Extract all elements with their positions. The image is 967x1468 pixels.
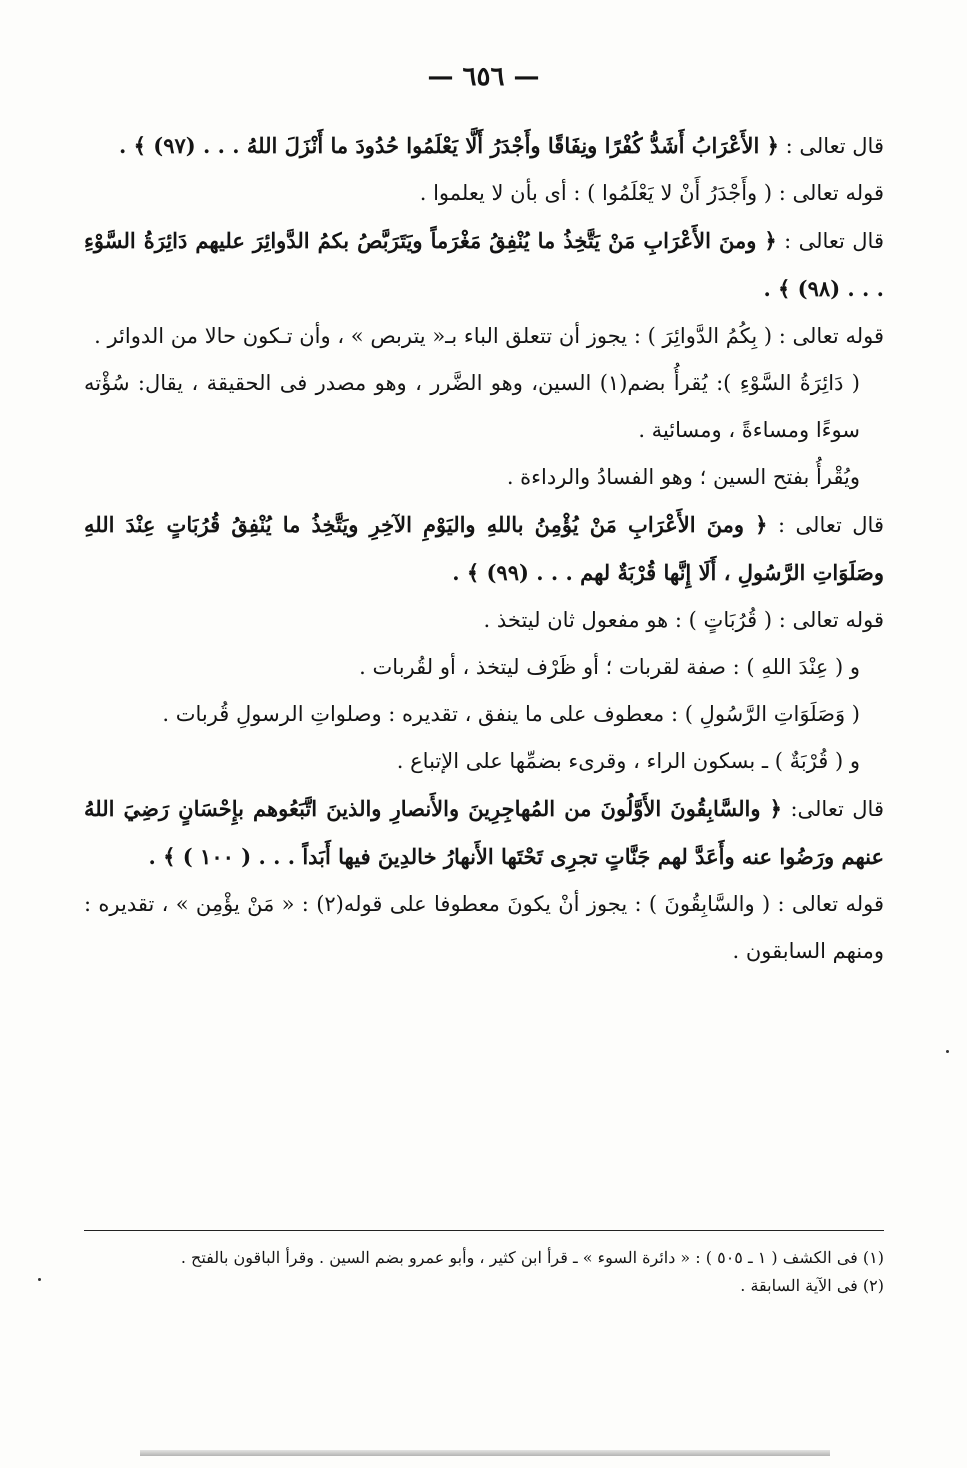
paragraph [84, 738, 884, 785]
commentary-text: و ( عِنْدَ اللهِ ) : صفة لقربات ؛ أو ظَرْف ليتخذ ، أو لقُربات . [359, 655, 860, 679]
quran-verse: ﴿ ومنَ الأَعْرَابِ مَنْ يُؤْمِنُ باللهِ واليَوْمِ الآخِرِ ويَتَّخِذُ ما يُنْفِقُ قُرُبَاتٍ عِنْدَ اللهِ وصَلَوَاتِ الرَّسُولِ ، أَلَا إِنَّها قُرْبَةٌ لهم . . . (٩٩) ﴾ . [84, 512, 884, 585]
paragraph [84, 881, 884, 975]
commentary-text: ويُقْرأُ بفتح السين ؛ وهو الفسادُ والرداءة . [506, 465, 860, 489]
page-number: — ٦٥٦ — [427, 62, 540, 92]
footnote-1: (١) فى الكشف ( ١ ـ ٥٠٥ ) : « دائرة السوء » ـ قرأ ابن كثير ، وأبو عمرو بضم السين . وقرأ الباقون بالفتح . [180, 1248, 884, 1267]
paragraph [84, 691, 884, 738]
paragraph-label: قوله تعالى : [777, 892, 884, 916]
paragraph [84, 644, 884, 691]
paragraph [84, 597, 884, 644]
quran-verse: ﴿ والسَّابِقُونَ الأَوَّلُونَ من المُهاجِرِينَ والأَنصارِ والذينَ اتَّبَعُوهم بإِحْسَانٍ رَضِيَ اللهُ عنهم ورَضُوا عنه وأَعَدَّ لهم جَنَّاتٍ تجرِى تَحْتَها الأَنهارُ خالدِينَ فيها أَبَداً . . . ( ١٠٠ ) ﴾ . [84, 796, 884, 869]
paragraph-label: قال تعالى : [785, 134, 884, 158]
quran-verse: ﴿ ومنَ الأَعْرَابِ مَنْ يَتَّخِذُ ما يُنْفِقُ مَغْرَماً ويَتَرَبَّصُ بكمُ الدَّوائِرَ عليهم دَائِرَةُ السَّوْءِ . . . (٩٨) ﴾ . [84, 228, 884, 301]
paragraph [84, 785, 884, 881]
commentary-text: و ( قُرْبَةٌ ) ـ بسكون الراء ، وقرىء بضمِّها على الإتباع . [396, 749, 860, 773]
paragraph-label: قوله تعالى : [778, 181, 884, 205]
scan-speck [946, 1050, 949, 1053]
paragraph-label: قوله تعالى : [778, 608, 884, 632]
paragraph-label: قوله تعالى : [778, 324, 884, 348]
paragraph-label: قال تعالى: [790, 797, 884, 821]
paragraph [84, 454, 884, 501]
footnote-divider [84, 1230, 884, 1231]
scan-speck [38, 1278, 41, 1281]
main-text [84, 122, 884, 975]
paragraph [84, 122, 884, 170]
footnote-2: (٢) فى الآية السابقة . [740, 1276, 884, 1295]
scan-bottom-edge [140, 1450, 830, 1456]
commentary-text: ( قُرُبَاتٍ ) : هو مفعول ثان ليتخذ . [483, 608, 773, 632]
footnotes [84, 1244, 884, 1300]
commentary-text: ( دَائِرَةُ السَّوْءِ ): يُقرأُ بضم(١) السين، وهو الضَّرر ، وهو مصدر فى الحقيقة ، يقال: سُؤْته سوءًا ومساءةً ، ومسائية . [84, 371, 860, 442]
paragraph [84, 217, 884, 313]
paragraph [84, 170, 884, 217]
paragraph-label: قال تعالى : [784, 229, 884, 253]
commentary-text: ( والسَّابِقُونَ ) : يجوز أنْ يكونَ معطوفا على قوله(٢) : « مَنْ يؤْمِن » ، تقديره : ومنهم السابقون . [84, 892, 884, 963]
paragraph [84, 313, 884, 360]
commentary-text: ( وأَجْدَرُ أَنْ لا يَعْلَمُوا ) : أى بأن لا يعلموا . [419, 181, 773, 205]
commentary-text: ( وَصَلَوَاتِ الرَّسُولِ ) : معطوف على ما ينفق ، تقديره : وصلواتِ الرسولِ قُربات . [162, 702, 860, 726]
paragraph-label: قال تعالى : [777, 513, 884, 537]
commentary-text: ( بِكُمُ الدَّوائِرَ ) : يجوز أن تتعلق الباء بـ« يتربص » ، وأن تـكون حالا من الدوائر . [94, 324, 773, 348]
paragraph [84, 501, 884, 597]
paragraph [84, 360, 884, 454]
quran-verse: ﴿ الأَعْرَابُ أَشَدُّ كُفْرًا ونِفَاقًا وأَجْدَرُ أَلَّا يَعْلَمُوا حُدُودَ ما أَنْزَلَ اللهُ . . . (٩٧) ﴾ . [119, 133, 779, 158]
